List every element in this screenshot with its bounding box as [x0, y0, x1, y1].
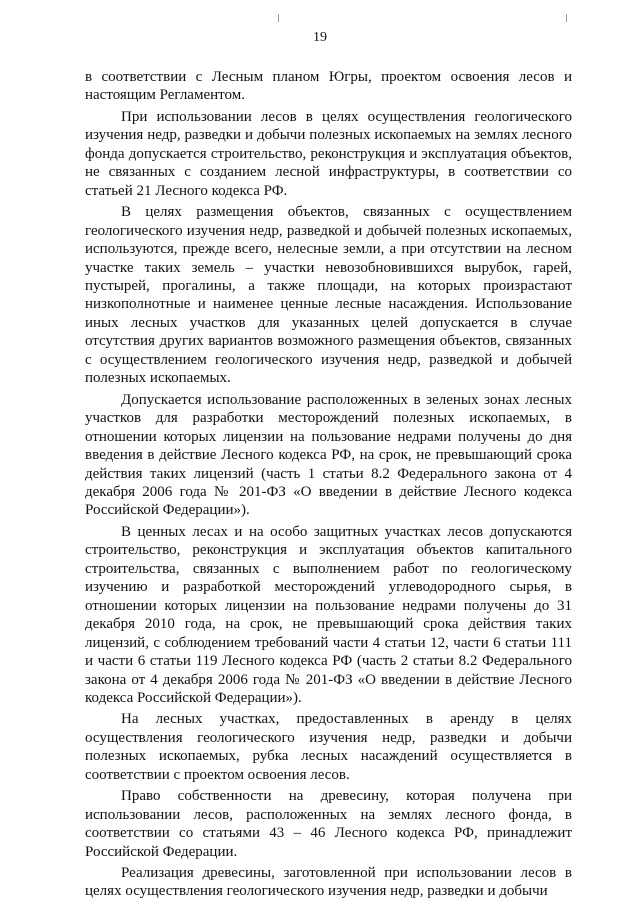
paragraph-leased-plots: На лесных участках, предоставленных в аренду в целях осуществления геологического изучения недр, разведки и добычи полезных ископаемых, рубка лесных насаждений осуществляется в соответствии с проектом освоения лесов.: [85, 711, 572, 783]
paragraph-timber-ownership: Право собственности на древесину, которая получена при использовании лесов, расположенных на землях лесного фонда, в соответствии со статьями 43 – 46 Лесного кодекса РФ, принадлежит Российской Федерации.: [85, 788, 572, 860]
paragraph-timber-sale: Реализация древесины, заготовленной при использовании лесов в целях осуществления геологического изучения недр, разведки и добычи: [85, 865, 572, 900]
paragraph-valuable-forests: В ценных лесах и на особо защитных участках лесов допускаются строительство, реконструкция и эксплуатация объектов капитального строительства, связанных с выполнением работ по геологическому изучению и разработкой месторождений углеводородного сырья, в отношении которых лицензии на пользование недрами получены до 31 декабря 2010 года, на срок, не превышающий срока действия таких лицензий, с соблюдением требований части 4 статьи 12, части 6 статьи 111 и части 6 статьи 119 Лесного кодекса РФ (часть 2 статьи 8.2 Федерального закона от 4 декабря 2006 года № 201-ФЗ «О введении в действие Лесного кодекса Российской Федерации»).: [85, 523, 572, 706]
scan-mark-left: [278, 14, 279, 22]
page-number: 19: [313, 30, 327, 45]
paragraph-object-placement: В целях размещения объектов, связанных с осуществлением геологического изучения недр, разведкой и добычей полезных ископаемых, используются, прежде всего, нелесные земли, а при отсутствии на лесном участке таких земель – участки невозобновившихся вырубок, гарей, пустырей, прогалины, а также площади, на которых произрастают низкополнотные и наименее ценные лесные насаждения. Использование иных лесных участков для указанных целей допускается в случае отсутствия других вариантов возможного размещения объектов, связанных с осуществлением геологического изучения недр, разведкой и добычей полезных ископаемых.: [85, 204, 572, 387]
document-body: [85, 68, 572, 904]
paragraph-green-zones: Допускается использование расположенных в зеленых зонах лесных участков для разработки месторождений полезных ископаемых, в отношении которых лицензии на пользование недрами получены до дня введения в действие Лесного кодекса РФ, на срок, не превышающий срока действия таких лицензий (часть 1 статьи 8.2 Федерального закона от 4 декабря 2006 года № 201-ФЗ «О введении в действие Лесного кодекса Российской Федерации»).: [85, 391, 572, 519]
paragraph-construction-rights: При использовании лесов в целях осуществления геологического изучения недр, разведки и добычи полезных ископаемых на землях лесного фонда допускается строительство, реконструкция и эксплуатация объектов, не связанных с созданием лесной инфраструктуры, в соответствии со статьей 21 Лесного кодекса РФ.: [85, 108, 572, 199]
paragraph-continuation: в соответствии с Лесным планом Югры, проектом освоения лесов и настоящим Регламентом.: [85, 69, 572, 104]
scan-mark-right: [566, 14, 567, 22]
